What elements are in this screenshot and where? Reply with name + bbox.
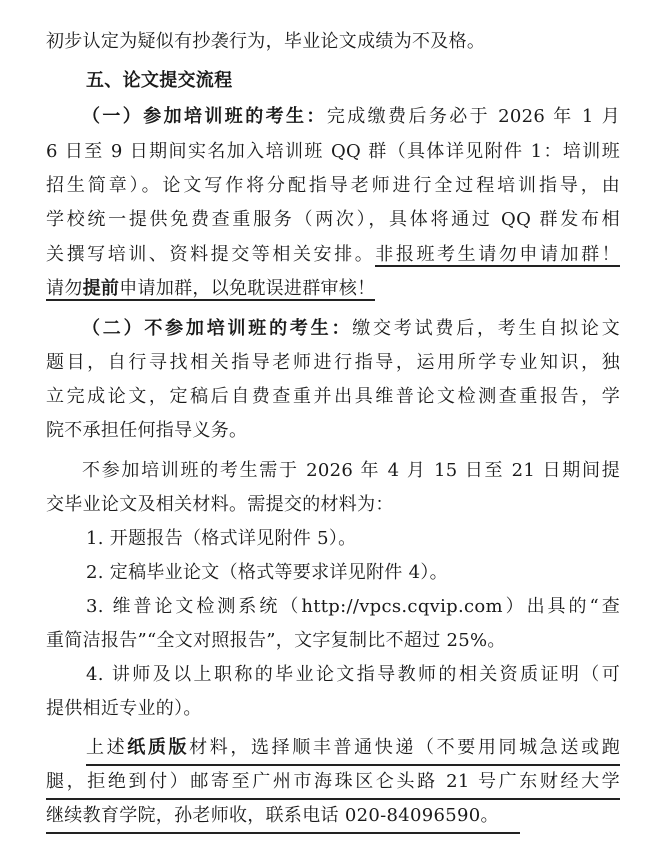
sec2-line-1: （二）不参加培训班的考生：缴交考试费后，考生自拟论文 (82, 318, 620, 339)
para3-line-1: 不参加培训班的考生需于 2026 年 4 月 15 日至 21 日期间提 (82, 460, 620, 481)
material-item-2: 2. 定稿毕业论文（格式等要求详见附件 4）。 (86, 562, 448, 583)
sec2-line-2: 题目，自行寻找相关指导老师进行指导，运用所学专业知识，独 (46, 352, 620, 373)
mailing-line-3: 继续教育学院，孙老师收，联系电话 020-84096590。 (46, 805, 499, 826)
material-item-3-line-1: 3. 维普论文检测系统（http://vpcs.cqvip.com）出具的“查 (86, 596, 620, 617)
mailing-line-2: 腿，拒绝到付）邮寄至广州市海珠区仑头路 21 号广东财经大学 (46, 771, 620, 792)
material-item-1: 1. 开题报告（格式详见附件 5）。 (86, 528, 357, 549)
underline-mailing-2 (46, 798, 620, 800)
mailing-line-1: 上述纸质版材料，选择顺丰普通快递（不要用同城急送或跑 (86, 737, 620, 758)
para3-line-2: 交毕业论文及相关材料。需提交的材料为： (46, 494, 394, 515)
sec1-line-6: 请勿提前申请加群，以免耽误进群审核！ (46, 278, 376, 299)
sec1-line-5: 关撰写培训、资料提交等相关安排。非报班考生请勿申请加群！ (46, 244, 620, 265)
sec1-line-2: 6 日至 9 日期间实名加入培训班 QQ 群（具体详见附件 1：培训班 (46, 141, 620, 162)
no-group-warning: 非报班考生请勿申请加群！ (375, 244, 620, 265)
material-item-4-line-2: 提供相近专业的）。 (46, 698, 202, 719)
sec2-heading: （二）不参加培训班的考生： (82, 318, 353, 339)
section-heading-5: 五、论文提交流程 (86, 70, 233, 91)
underline-mailing-1 (86, 764, 620, 766)
material-item-3-line-2: 重简洁报告”“全文对照报告”，文字复制比不超过 25%。 (46, 630, 506, 651)
sec2-line-3: 立完成论文，定稿后自费查重并出具维普论文检测查重报告，学 (46, 386, 620, 407)
underline-mailing-3 (46, 832, 520, 834)
sec1-heading: （一）参加培训班的考生： (82, 106, 327, 127)
line-1: 初步认定为疑似有抄袭行为，毕业论文成绩为不及格。 (46, 31, 486, 52)
sec2-line-4: 院不承担任何指导义务。 (46, 420, 248, 441)
sec1-line-4: 学校统一提供免费查重服务（两次），具体将通过 QQ 群发布相 (46, 209, 620, 230)
sec1-line-3: 招生简章）。论文写作将分配指导老师进行全过程培训指导，由 (46, 175, 620, 196)
material-item-4-line-1: 4. 讲师及以上职称的毕业论文指导教师的相关资质证明（可 (86, 664, 620, 685)
sec1-line-1: （一）参加培训班的考生：完成缴费后务必于 2026 年 1 月 (82, 106, 620, 127)
